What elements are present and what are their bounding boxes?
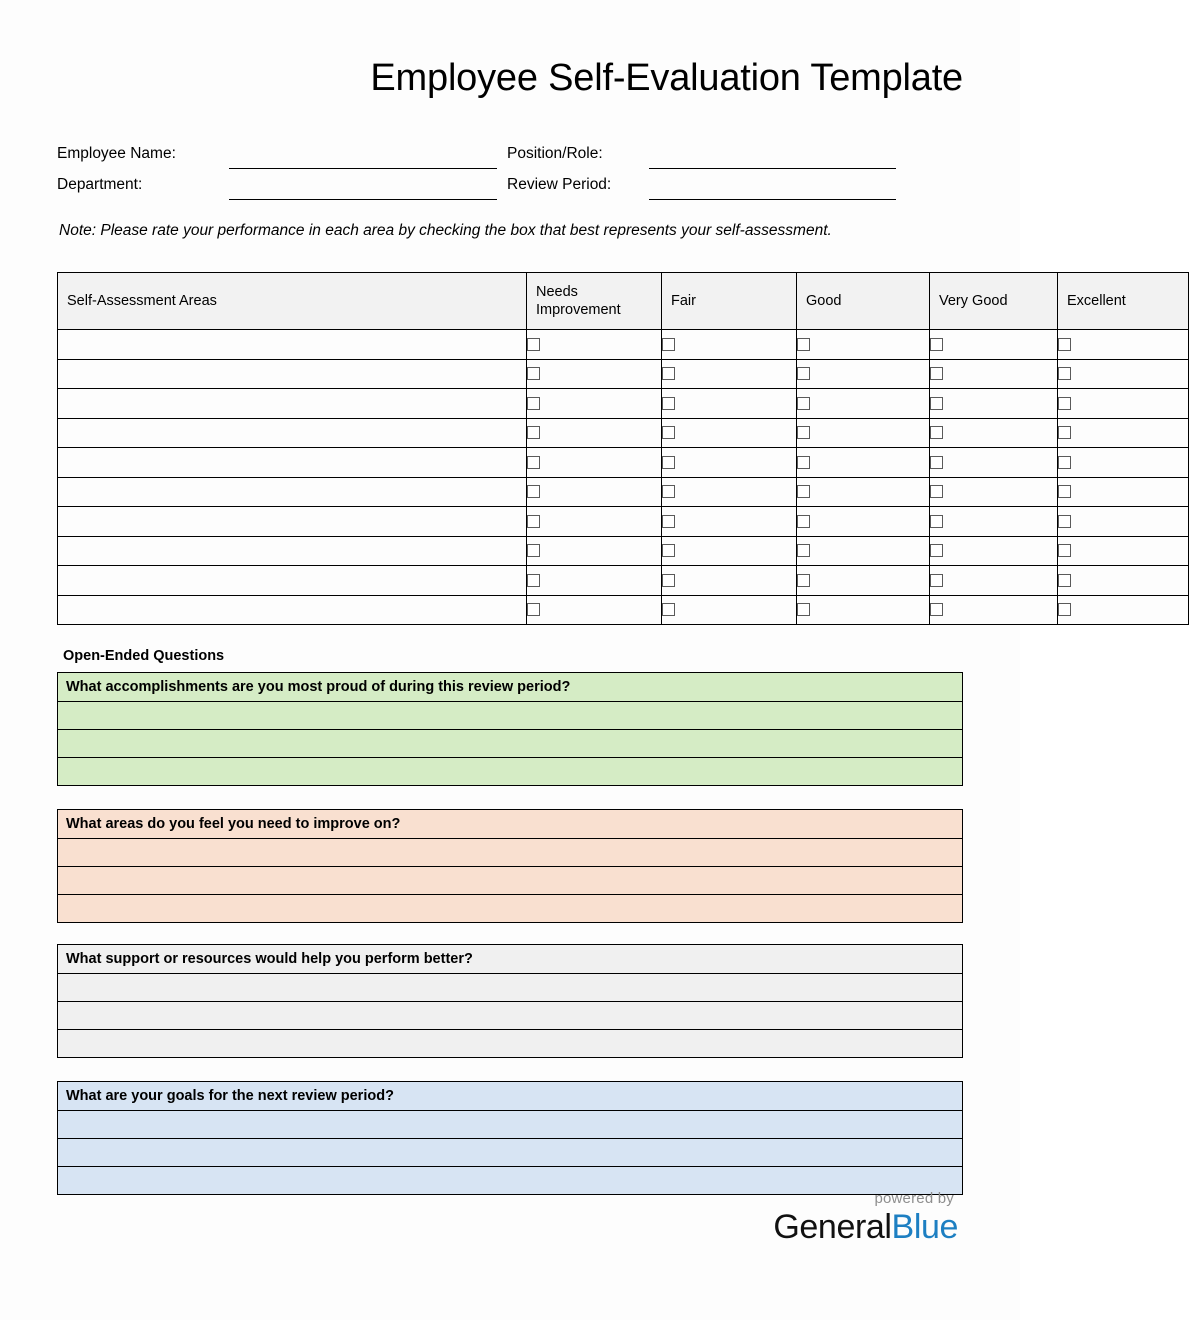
- rating-cell-fair[interactable]: [662, 536, 797, 566]
- checkbox-icon[interactable]: [1058, 515, 1071, 528]
- question-text: What areas do you feel you need to improve on?: [58, 810, 963, 839]
- rating-cell-good[interactable]: [797, 448, 930, 478]
- answer-input[interactable]: [58, 974, 963, 1002]
- checkbox-icon[interactable]: [797, 338, 810, 351]
- rating-cell-excellent[interactable]: [1058, 536, 1189, 566]
- rating-cell-good[interactable]: [797, 536, 930, 566]
- checkbox-icon[interactable]: [930, 485, 943, 498]
- rating-cell-very-good[interactable]: [930, 507, 1058, 537]
- header-good: Good: [797, 273, 930, 330]
- generalblue-logo: [773, 1191, 958, 1244]
- checkbox-icon[interactable]: [797, 515, 810, 528]
- checkbox-icon[interactable]: [662, 397, 675, 410]
- assessment-header-row: [58, 273, 1189, 330]
- rating-cell-very-good[interactable]: [930, 330, 1058, 360]
- department-label: Department:: [57, 176, 143, 193]
- review-period-input[interactable]: [649, 174, 896, 200]
- employee-name-label: Employee Name:: [57, 145, 176, 162]
- assessment-area-input[interactable]: [58, 566, 527, 596]
- review-period-label: Review Period:: [507, 176, 612, 193]
- table-row: [58, 536, 1189, 566]
- rating-cell-needs-improvement[interactable]: [527, 448, 662, 478]
- rating-cell-fair[interactable]: [662, 448, 797, 478]
- rating-cell-very-good[interactable]: [930, 359, 1058, 389]
- table-row: [58, 448, 1189, 478]
- rating-cell-excellent[interactable]: [1058, 389, 1189, 419]
- table-row: [58, 359, 1189, 389]
- checkbox-icon[interactable]: [662, 485, 675, 498]
- checkbox-icon[interactable]: [527, 426, 540, 439]
- rating-cell-excellent[interactable]: [1058, 359, 1189, 389]
- checkbox-icon[interactable]: [797, 367, 810, 380]
- checkbox-icon[interactable]: [527, 485, 540, 498]
- checkbox-icon[interactable]: [797, 397, 810, 410]
- checkbox-icon[interactable]: [797, 574, 810, 587]
- header-excellent: Excellent: [1058, 273, 1189, 330]
- question-block-support: [57, 944, 963, 1058]
- answer-input[interactable]: [58, 1002, 963, 1030]
- assessment-area-input[interactable]: [58, 536, 527, 566]
- checkbox-icon[interactable]: [527, 456, 540, 469]
- assessment-table-body: [58, 330, 1189, 625]
- rating-cell-good[interactable]: [797, 595, 930, 625]
- header-very-good: Very Good: [930, 273, 1058, 330]
- question-header-row: [58, 1082, 963, 1111]
- table-row: [58, 566, 1189, 596]
- checkbox-icon[interactable]: [662, 367, 675, 380]
- checkbox-icon[interactable]: [1058, 603, 1071, 616]
- question-header-row: [58, 673, 963, 702]
- position-role-input[interactable]: [649, 143, 896, 169]
- question-text: What accomplishments are you most proud of during this review period?: [58, 673, 963, 702]
- checkbox-icon[interactable]: [527, 544, 540, 557]
- assessment-area-input[interactable]: [58, 389, 527, 419]
- rating-cell-very-good[interactable]: [930, 389, 1058, 419]
- answer-row: [58, 895, 963, 923]
- answer-row: [58, 758, 963, 786]
- position-role-label: Position/Role:: [507, 145, 603, 162]
- checkbox-icon[interactable]: [1058, 485, 1071, 498]
- assessment-area-input[interactable]: [58, 448, 527, 478]
- answer-row: [58, 702, 963, 730]
- rating-cell-needs-improvement[interactable]: [527, 595, 662, 625]
- answer-row: [58, 839, 963, 867]
- assessment-area-input[interactable]: [58, 418, 527, 448]
- answer-row: [58, 974, 963, 1002]
- identity-fields: [57, 138, 963, 200]
- checkbox-icon[interactable]: [1058, 574, 1071, 587]
- assessment-table-head: [58, 273, 1189, 330]
- question-block-goals: [57, 1081, 963, 1195]
- question-text: What support or resources would help you perform better?: [58, 945, 963, 974]
- question-text: What are your goals for the next review period?: [58, 1082, 963, 1111]
- rating-cell-good[interactable]: [797, 359, 930, 389]
- rating-cell-excellent[interactable]: [1058, 507, 1189, 537]
- brand-blue: Blue: [891, 1208, 958, 1246]
- table-row: [58, 507, 1189, 537]
- self-assessment-table: [57, 272, 1189, 625]
- rating-cell-good[interactable]: [797, 389, 930, 419]
- checkbox-icon[interactable]: [662, 574, 675, 587]
- rating-cell-fair[interactable]: [662, 330, 797, 360]
- checkbox-icon[interactable]: [527, 515, 540, 528]
- answer-input[interactable]: [58, 730, 963, 758]
- answer-row: [58, 730, 963, 758]
- rating-cell-excellent[interactable]: [1058, 566, 1189, 596]
- answer-row: [58, 1139, 963, 1167]
- checkbox-icon[interactable]: [930, 544, 943, 557]
- checkbox-icon[interactable]: [662, 544, 675, 557]
- rating-cell-excellent[interactable]: [1058, 448, 1189, 478]
- rating-cell-fair[interactable]: [662, 566, 797, 596]
- rating-cell-good[interactable]: [797, 477, 930, 507]
- checkbox-icon[interactable]: [930, 574, 943, 587]
- checkbox-icon[interactable]: [930, 338, 943, 351]
- rating-cell-fair[interactable]: [662, 359, 797, 389]
- answer-input[interactable]: [58, 867, 963, 895]
- rating-cell-very-good[interactable]: [930, 595, 1058, 625]
- powered-by-label: powered by: [874, 1190, 954, 1207]
- question-header-row: [58, 945, 963, 974]
- rating-cell-needs-improvement[interactable]: [527, 477, 662, 507]
- answer-row: [58, 1111, 963, 1139]
- question-block-improvements: [57, 809, 963, 923]
- answer-row: [58, 1030, 963, 1058]
- table-row: [58, 595, 1189, 625]
- checkbox-icon[interactable]: [930, 397, 943, 410]
- rating-cell-good[interactable]: [797, 418, 930, 448]
- department-input[interactable]: [229, 174, 497, 200]
- checkbox-icon[interactable]: [1058, 338, 1071, 351]
- checkbox-icon[interactable]: [930, 456, 943, 469]
- rating-cell-very-good[interactable]: [930, 477, 1058, 507]
- checkbox-icon[interactable]: [527, 338, 540, 351]
- employee-name-input[interactable]: [229, 143, 497, 169]
- table-row: [58, 477, 1189, 507]
- checkbox-icon[interactable]: [662, 338, 675, 351]
- table-row: [58, 389, 1189, 419]
- rating-cell-very-good[interactable]: [930, 536, 1058, 566]
- header-fair: Fair: [662, 273, 797, 330]
- rating-cell-needs-improvement[interactable]: [527, 330, 662, 360]
- rating-cell-needs-improvement[interactable]: [527, 566, 662, 596]
- rating-cell-good[interactable]: [797, 330, 930, 360]
- instruction-note: Note: Please rate your performance in each area by checking the box that best represents your self-assessment.: [59, 222, 832, 239]
- answer-input[interactable]: [58, 702, 963, 730]
- rating-cell-excellent[interactable]: [1058, 595, 1189, 625]
- rating-cell-fair[interactable]: [662, 389, 797, 419]
- checkbox-icon[interactable]: [797, 544, 810, 557]
- rating-cell-very-good[interactable]: [930, 448, 1058, 478]
- rating-cell-excellent[interactable]: [1058, 418, 1189, 448]
- rating-cell-excellent[interactable]: [1058, 477, 1189, 507]
- department-field[interactable]: [229, 169, 507, 200]
- checkbox-icon[interactable]: [797, 485, 810, 498]
- question-header-row: [58, 810, 963, 839]
- table-row: [58, 418, 1189, 448]
- checkbox-icon[interactable]: [1058, 426, 1071, 439]
- title-container: [57, 58, 963, 100]
- brand-general: General: [773, 1208, 892, 1246]
- assessment-area-input[interactable]: [58, 330, 527, 360]
- rating-cell-excellent[interactable]: [1058, 330, 1189, 360]
- checkbox-icon[interactable]: [1058, 544, 1071, 557]
- assessment-area-input[interactable]: [58, 507, 527, 537]
- checkbox-icon[interactable]: [930, 426, 943, 439]
- answer-input[interactable]: [58, 1030, 963, 1058]
- checkbox-icon[interactable]: [527, 574, 540, 587]
- assessment-area-input[interactable]: [58, 477, 527, 507]
- assessment-area-input[interactable]: [58, 595, 527, 625]
- employee-name-field[interactable]: [229, 138, 507, 169]
- checkbox-icon[interactable]: [527, 603, 540, 616]
- checkbox-icon[interactable]: [930, 367, 943, 380]
- rating-cell-fair[interactable]: [662, 595, 797, 625]
- answer-input[interactable]: [58, 895, 963, 923]
- page-title: Employee Self-Evaluation Template: [370, 57, 963, 99]
- checkbox-icon[interactable]: [662, 456, 675, 469]
- checkbox-icon[interactable]: [1058, 397, 1071, 410]
- position-role-field[interactable]: [649, 138, 906, 169]
- checkbox-icon[interactable]: [1058, 367, 1071, 380]
- rating-cell-good[interactable]: [797, 566, 930, 596]
- checkbox-icon[interactable]: [1058, 456, 1071, 469]
- table-row: [58, 330, 1189, 360]
- review-period-field[interactable]: [649, 169, 906, 200]
- header-needs-improvement: Needs Improvement: [527, 273, 662, 330]
- checkbox-icon[interactable]: [797, 603, 810, 616]
- checkbox-icon[interactable]: [527, 397, 540, 410]
- open-ended-questions-heading: Open-Ended Questions: [63, 648, 225, 664]
- checkbox-icon[interactable]: [662, 515, 675, 528]
- header-self-assessment-areas: Self-Assessment Areas: [58, 273, 527, 330]
- brand-name: [773, 1208, 958, 1246]
- checkbox-icon[interactable]: [662, 603, 675, 616]
- rating-cell-needs-improvement[interactable]: [527, 507, 662, 537]
- rating-cell-fair[interactable]: [662, 507, 797, 537]
- rating-cell-fair[interactable]: [662, 477, 797, 507]
- rating-cell-very-good[interactable]: [930, 566, 1058, 596]
- rating-cell-fair[interactable]: [662, 418, 797, 448]
- rating-cell-good[interactable]: [797, 507, 930, 537]
- answer-input[interactable]: [58, 758, 963, 786]
- rating-cell-very-good[interactable]: [930, 418, 1058, 448]
- checkbox-icon[interactable]: [797, 426, 810, 439]
- answer-row: [58, 1002, 963, 1030]
- assessment-area-input[interactable]: [58, 359, 527, 389]
- checkbox-icon[interactable]: [527, 367, 540, 380]
- checkbox-icon[interactable]: [662, 426, 675, 439]
- checkbox-icon[interactable]: [930, 515, 943, 528]
- rating-cell-needs-improvement[interactable]: [527, 418, 662, 448]
- question-block-accomplishments: [57, 672, 963, 786]
- rating-cell-needs-improvement[interactable]: [527, 536, 662, 566]
- rating-cell-needs-improvement[interactable]: [527, 359, 662, 389]
- rating-cell-needs-improvement[interactable]: [527, 389, 662, 419]
- answer-input[interactable]: [58, 1139, 963, 1167]
- checkbox-icon[interactable]: [797, 456, 810, 469]
- answer-input[interactable]: [58, 839, 963, 867]
- checkbox-icon[interactable]: [930, 603, 943, 616]
- answer-input[interactable]: [58, 1111, 963, 1139]
- answer-row: [58, 867, 963, 895]
